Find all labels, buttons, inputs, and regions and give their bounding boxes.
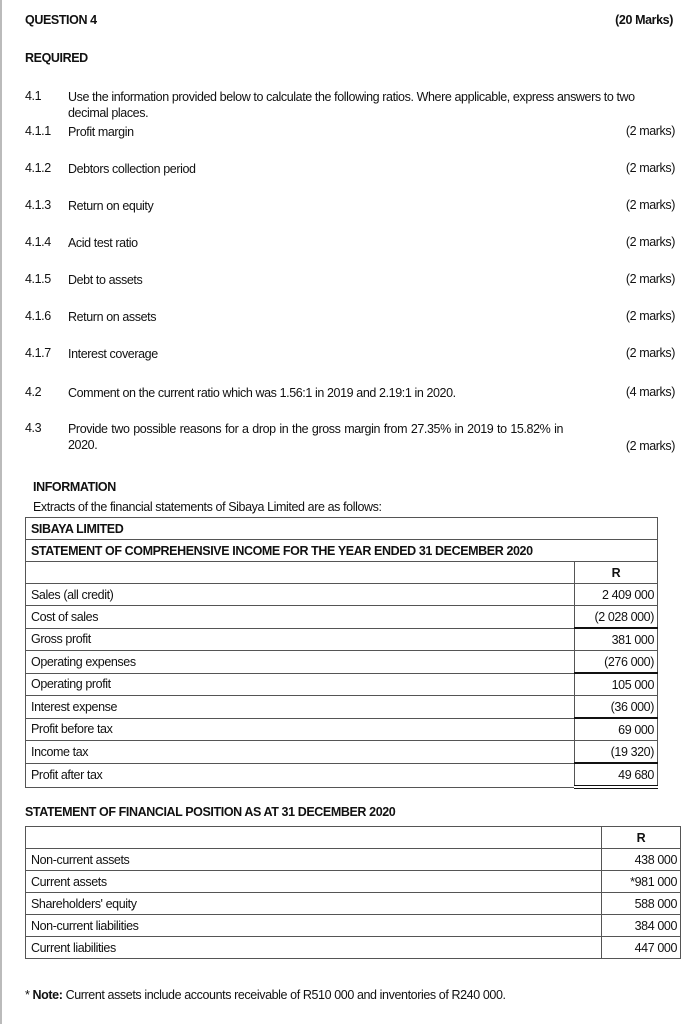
item-marks: (2 marks) xyxy=(625,439,675,453)
item-text: Profit margin xyxy=(68,125,134,139)
table-row xyxy=(26,606,658,629)
item-marks: (2 marks) xyxy=(625,235,675,249)
item-text: Interest coverage xyxy=(68,347,158,361)
row-value: 381 000 xyxy=(575,628,658,651)
item-text: Return on assets xyxy=(68,310,157,324)
item-number: 4.1.7 xyxy=(25,346,51,360)
item-marks: (2 marks) xyxy=(625,161,675,175)
note-label: Note: xyxy=(32,988,63,1002)
row-value: 384 000 xyxy=(602,915,681,937)
currency-header: R xyxy=(602,827,681,849)
financial-position-title: STATEMENT OF FINANCIAL POSITION AS AT 31 DECEMBER 2020 xyxy=(25,805,396,819)
row-value: 69 000 xyxy=(575,718,658,741)
item-number: 4.1.5 xyxy=(25,272,51,286)
item-marks: (2 marks) xyxy=(625,309,675,323)
item-text: Use the information provided below to calculate the following ratios. Where applicable, express answers to two decimal places. xyxy=(68,90,635,120)
item-number: 4.1.3 xyxy=(25,198,51,212)
information-intro: Extracts of the financial statements of Sibaya Limited are as follows: xyxy=(33,500,382,514)
row-label: Operating expenses xyxy=(26,651,575,674)
row-value: (36 000) xyxy=(575,696,658,719)
financial-position-table xyxy=(25,826,681,959)
row-value: 49 680 xyxy=(575,763,658,787)
item-number: 4.1.2 xyxy=(25,161,51,175)
table-row xyxy=(26,696,658,719)
item-number: 4.1 xyxy=(25,89,42,103)
row-label: Sales (all credit) xyxy=(26,584,575,606)
table-row xyxy=(26,937,681,959)
row-label: Cost of sales xyxy=(26,606,575,629)
item-marks: (2 marks) xyxy=(625,124,675,138)
item-text: Acid test ratio xyxy=(68,236,138,250)
note xyxy=(25,988,506,1002)
item-text: Provide two possible reasons for a drop in the gross margin from 27.35% in 2019 to 15.82% in 2020. xyxy=(68,422,563,452)
item-marks: (2 marks) xyxy=(625,272,675,286)
question-marks: (20 Marks) xyxy=(615,13,673,27)
note-asterisk: * xyxy=(25,988,30,1002)
table-row xyxy=(26,915,681,937)
row-value: (2 028 000) xyxy=(575,606,658,629)
note-text: Current assets include accounts receivable of R510 000 and inventories of R240 000. xyxy=(65,988,506,1002)
row-value: 438 000 xyxy=(602,849,681,871)
row-value: *981 000 xyxy=(602,871,681,893)
row-value: 588 000 xyxy=(602,893,681,915)
row-label: Operating profit xyxy=(26,673,575,696)
row-label: Current assets xyxy=(26,871,602,893)
income-statement-table xyxy=(25,517,658,789)
information-heading: INFORMATION xyxy=(33,480,116,494)
row-label: Gross profit xyxy=(26,628,575,651)
table-row xyxy=(26,849,681,871)
row-label: Income tax xyxy=(26,741,575,764)
row-label: Profit after tax xyxy=(26,763,575,787)
row-label: Interest expense xyxy=(26,696,575,719)
table-row xyxy=(26,893,681,915)
item-marks: (2 marks) xyxy=(625,346,675,360)
item-number: 4.2 xyxy=(25,385,42,399)
required-heading: REQUIRED xyxy=(25,51,88,65)
table-row xyxy=(26,673,658,696)
row-value: 105 000 xyxy=(575,673,658,696)
item-number: 4.3 xyxy=(25,421,42,435)
table-row xyxy=(26,718,658,741)
table-row xyxy=(26,651,658,674)
item-text: Debt to assets xyxy=(68,273,143,287)
company-name: SIBAYA LIMITED xyxy=(26,518,658,540)
item-text: Comment on the current ratio which was 1.56:1 in 2019 and 2.19:1 in 2020. xyxy=(68,386,456,400)
row-value: (19 320) xyxy=(575,741,658,764)
item-text: Return on equity xyxy=(68,199,154,213)
row-label: Current liabilities xyxy=(26,937,602,959)
income-statement-title: STATEMENT OF COMPREHENSIVE INCOME FOR THE YEAR ENDED 31 DECEMBER 2020 xyxy=(26,540,658,562)
item-marks: (4 marks) xyxy=(625,385,675,399)
item-number: 4.1.4 xyxy=(25,235,51,249)
currency-header: R xyxy=(575,562,658,584)
question-title: QUESTION 4 xyxy=(25,13,97,27)
row-label: Shareholders' equity xyxy=(26,893,602,915)
item-number: 4.1.6 xyxy=(25,309,51,323)
table-row xyxy=(26,584,658,606)
item-marks: (2 marks) xyxy=(625,198,675,212)
row-value: (276 000) xyxy=(575,651,658,674)
table-row xyxy=(26,628,658,651)
table-row xyxy=(26,763,658,787)
table-row xyxy=(26,871,681,893)
row-label: Non-current assets xyxy=(26,849,602,871)
item-text: Debtors collection period xyxy=(68,162,196,176)
item-number: 4.1.1 xyxy=(25,124,51,138)
row-value: 2 409 000 xyxy=(575,584,658,606)
table-row xyxy=(26,741,658,764)
row-value: 447 000 xyxy=(602,937,681,959)
row-label: Profit before tax xyxy=(26,718,575,741)
row-label: Non-current liabilities xyxy=(26,915,602,937)
